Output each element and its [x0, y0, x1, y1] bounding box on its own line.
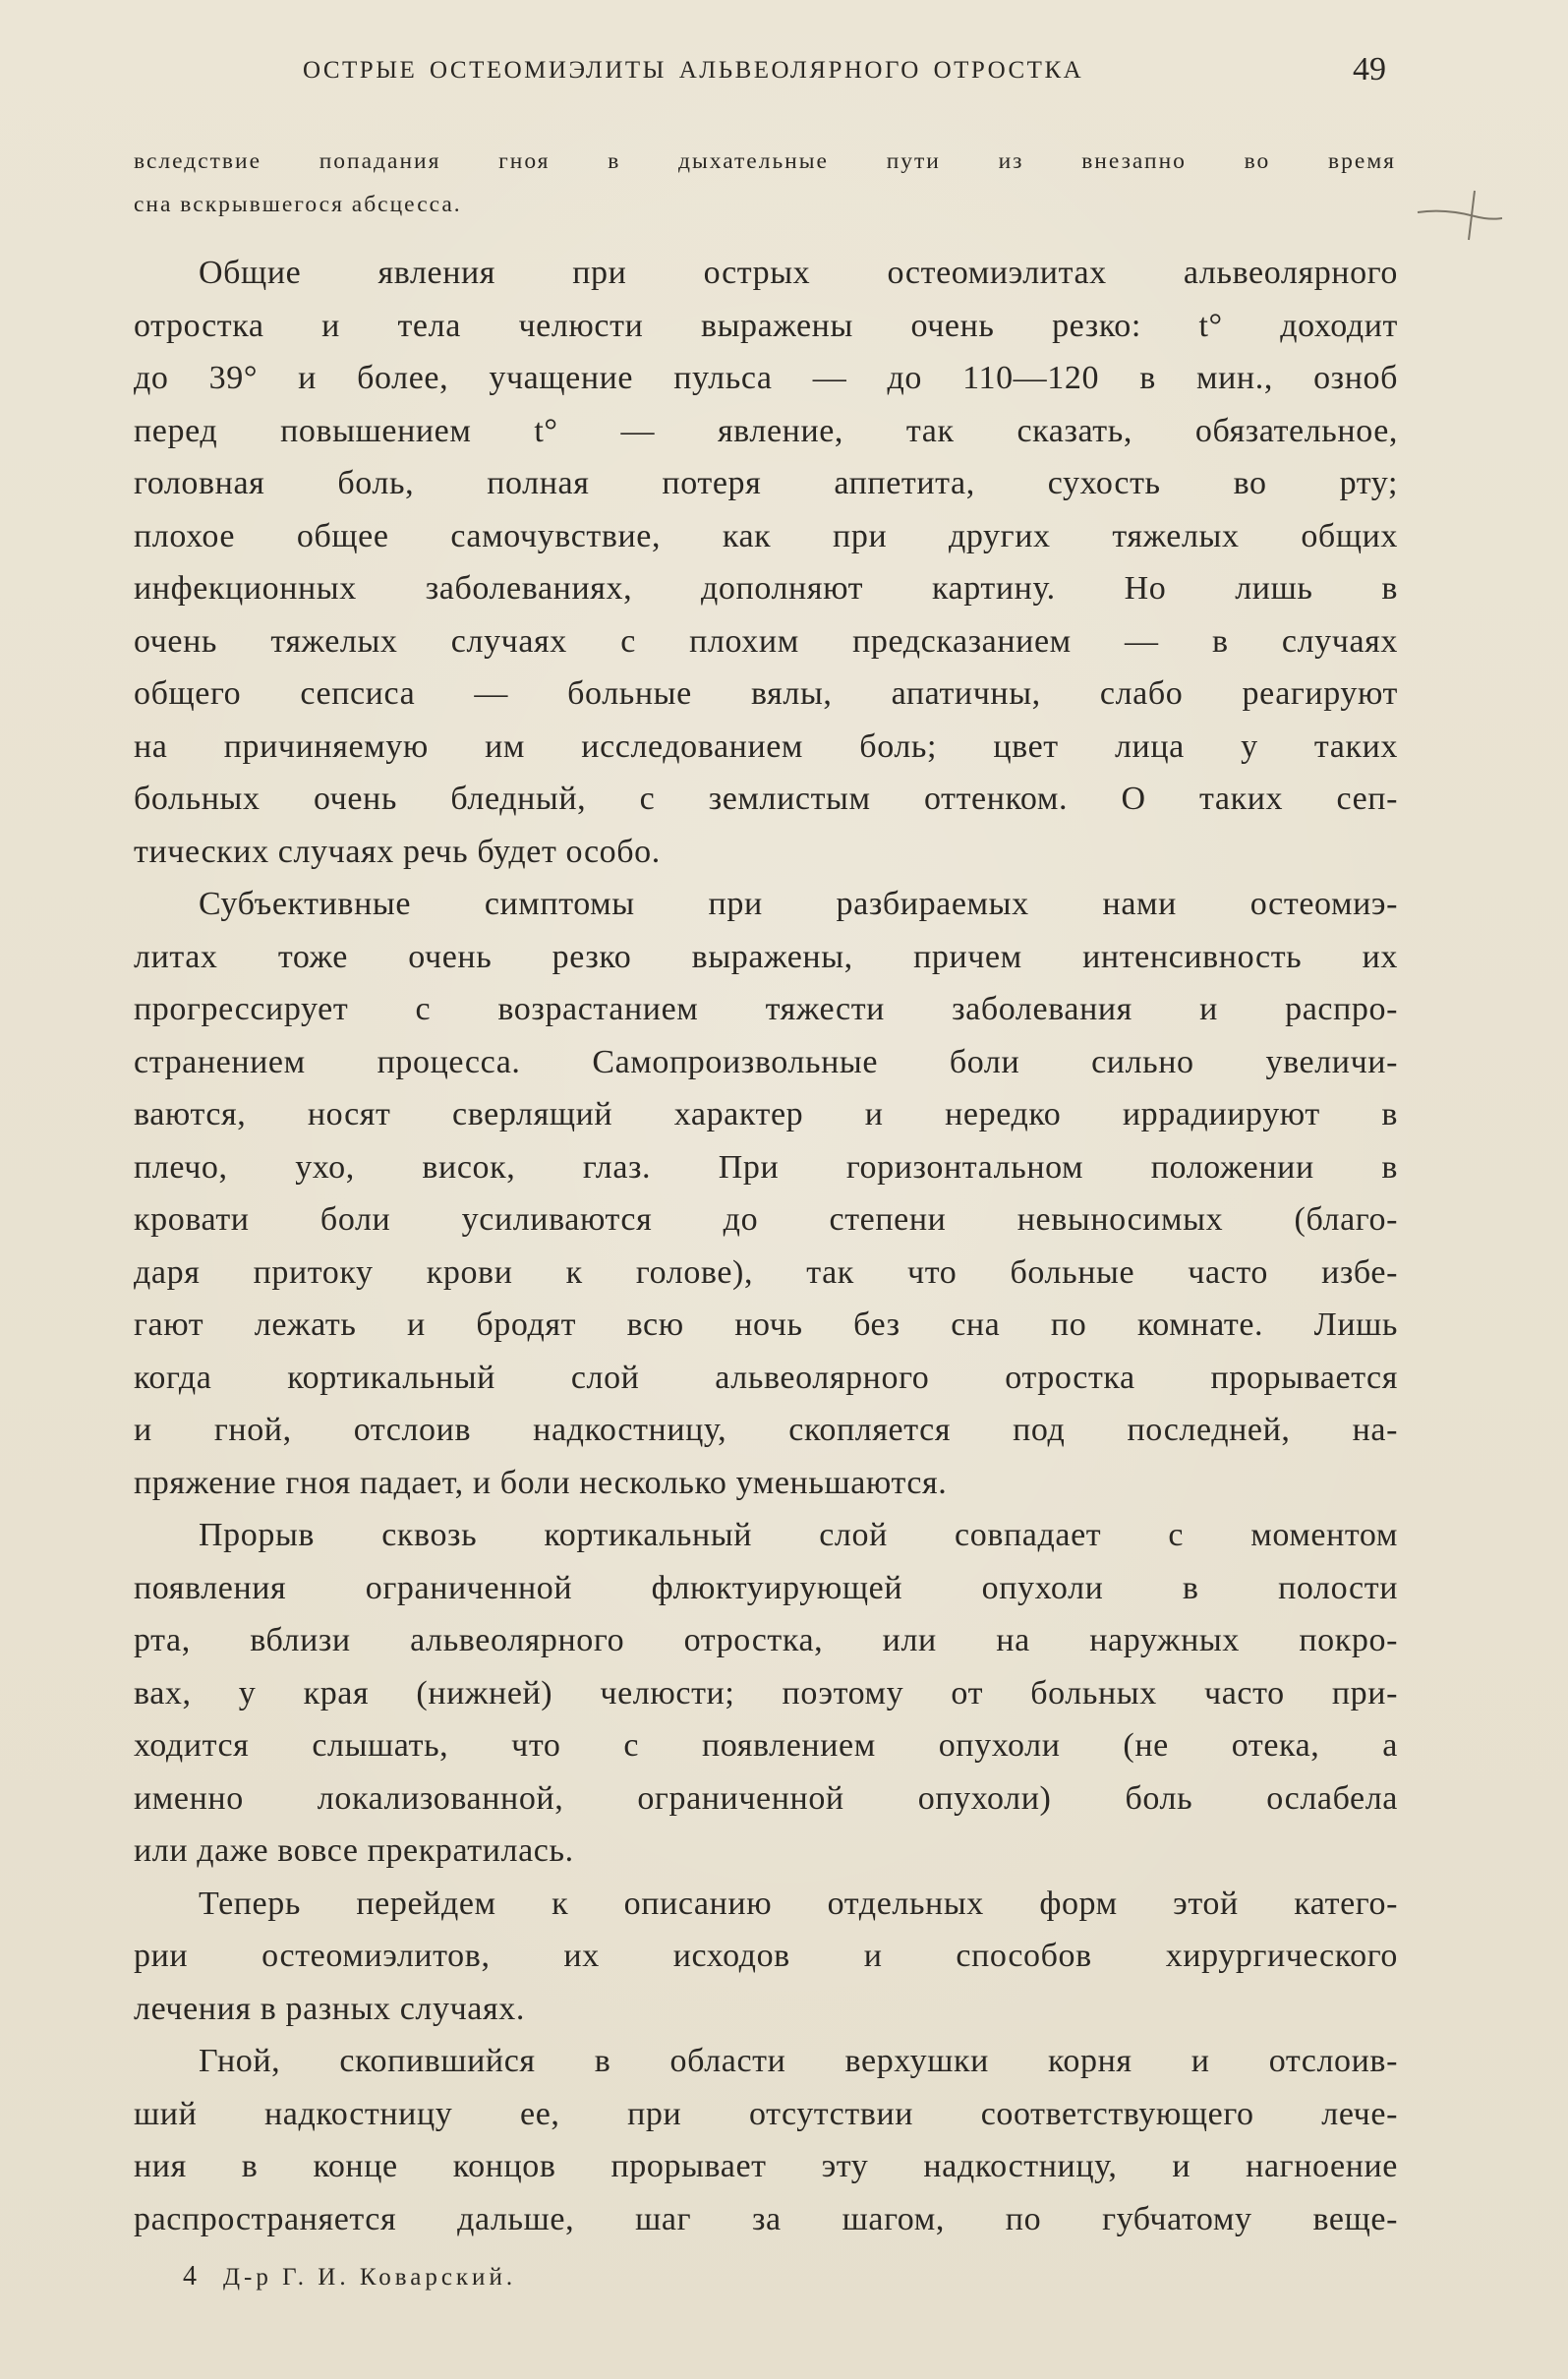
text-line: ший надкостницу ее, при отсутствии соответствующего лече- [134, 2095, 1398, 2132]
text-line: перед повышением t° — явление, так сказать, обязательное, [134, 412, 1398, 449]
text-line: рта, вблизи альвеолярного отростка, или на наружных покро- [134, 1622, 1398, 1658]
text-line: прогрессирует с возрастанием тяжести заболевания и распро- [134, 991, 1398, 1027]
text-line: головная боль, полная потеря аппетита, сухость во рту; [134, 465, 1398, 501]
text-line: общего сепсиса — больные вялы, апатичны, слабо реагируют [134, 675, 1398, 712]
text-line: Субъективные симптомы при разбираемых нами остеомиэ- [199, 886, 1398, 922]
text-line: кровати боли усиливаются до степени невыносимых (благо- [134, 1201, 1398, 1238]
text-line: гают лежать и бродят всю ночь без сна по комнате. Лишь [134, 1306, 1398, 1343]
footnote [134, 140, 1396, 226]
text-line: ходится слышать, что с появлением опухоли (не отека, а [134, 1727, 1398, 1764]
pencil-mark-icon [1416, 183, 1504, 242]
signature-text: Д-р Г. И. Коварский. [223, 2264, 517, 2291]
footnote-line: сна вскрывшегося абсцесса. [134, 192, 462, 217]
text-line: или даже вовсе прекратилась. [134, 1832, 574, 1869]
signature-number: 4 [183, 2261, 197, 2292]
text-line: появления ограниченной флюктуирующей опухоли в полости [134, 1569, 1398, 1606]
page-number: 49 [1353, 51, 1386, 87]
paragraph-pus-spread [134, 2035, 1398, 2245]
paragraph-forms-description [134, 1878, 1398, 2036]
text-line: странением процесса. Самопроизвольные боли сильно увеличи- [134, 1043, 1398, 1080]
footnote-line: вследствие попадания гноя в дыхательные пути из внезапно во время [134, 148, 1396, 174]
text-line: ния в конце концов прорывает эту надкостницу, и нагноение [134, 2148, 1398, 2184]
text-line: больных очень бледный, с землистым оттенком. О таких сеп- [134, 781, 1398, 817]
text-line: вах, у края (нижней) челюсти; поэтому от больных часто при- [134, 1674, 1398, 1712]
paragraph-general-symptoms [134, 247, 1398, 878]
text-line: распространяется дальше, шаг за шагом, по губчатому веще- [134, 2200, 1398, 2237]
running-title: ОСТРЫЕ ОСТЕОМИЭЛИТЫ АЛЬВЕОЛЯРНОГО ОТРОСТКА [303, 57, 1084, 84]
paragraph-cortical-rupture [134, 1509, 1398, 1878]
text-line: пряжение гноя падает, и боли несколько уменьшаются. [134, 1464, 948, 1501]
text-line: именно локализованной, ограниченной опухоли) боль ослабела [134, 1779, 1398, 1817]
text-line: Прорыв сквозь кортикальный слой совпадает с моментом [199, 1517, 1398, 1553]
text-line: когда кортикальный слой альвеолярного отростка прорывается [134, 1359, 1398, 1396]
text-line: тических случаях речь будет особо. [134, 833, 661, 870]
text-line: и гной, отслоив надкостницу, скопляется под последней, на- [134, 1412, 1398, 1448]
text-line: Гной, скопившийся в области верхушки корня и отслоив- [199, 2043, 1398, 2079]
text-line: отростка и тела челюсти выражены очень резко: t° доходит [134, 307, 1398, 344]
text-line: лечения в разных случаях. [134, 1990, 525, 2027]
text-line: плохое общее самочувствие, как при других тяжелых общих [134, 517, 1398, 554]
text-line: Общие явления при острых остеомиэлитах альвеолярного [199, 255, 1398, 291]
text-line: инфекционных заболеваниях, дополняют картину. Но лишь в [134, 570, 1398, 607]
text-line: плечо, ухо, висок, глаз. При горизонтальном положении в [134, 1148, 1398, 1186]
text-line: до 39° и более, учащение пульса — до 110—120 в мин., озноб [134, 360, 1398, 396]
text-line: очень тяжелых случаях с плохим предсказанием — в случаях [134, 622, 1398, 660]
text-line: на причиняемую им исследованием боль; цвет лица у таких [134, 727, 1398, 765]
text-line: ваются, носят сверлящий характер и нередко иррадиируют в [134, 1096, 1398, 1132]
page-header [136, 51, 1386, 90]
text-line: даря притоку крови к голове), так что больные часто избе- [134, 1253, 1398, 1291]
printer-signature [183, 2261, 516, 2292]
text-line: Теперь перейдем к описанию отдельных форм этой катего- [199, 1885, 1398, 1922]
paragraph-subjective-symptoms [134, 878, 1398, 1509]
text-line: литах тоже очень резко выражены, причем интенсивность их [134, 938, 1398, 975]
body-text [134, 247, 1398, 2245]
text-line: рии остеомиэлитов, их исходов и способов хирургического [134, 1938, 1398, 1974]
